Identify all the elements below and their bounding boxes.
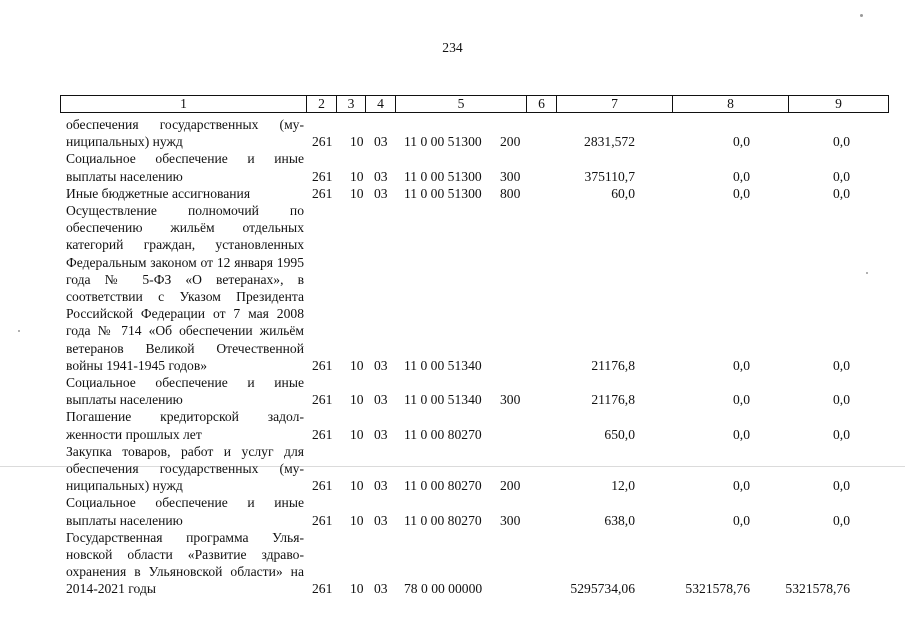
row-description: Погашение кредиторской задол-женности прошлых лет xyxy=(66,409,304,442)
row-description: обеспечения государственных (му-ниципальных) нужд xyxy=(66,117,304,150)
cell-amount-col9: 0,0 xyxy=(833,134,850,150)
cell-amount-col8: 0,0 xyxy=(733,392,750,408)
table-row xyxy=(60,202,856,374)
cell-subsection: 03 xyxy=(374,478,388,494)
page-number: 234 xyxy=(442,40,463,55)
cell-target-article: 11 0 00 80270 xyxy=(404,512,482,528)
cell-expense-type: 200 xyxy=(500,478,521,494)
cell-target-article: 11 0 00 51300 xyxy=(404,134,482,150)
cell-section: 10 xyxy=(350,185,364,201)
cell-section: 10 xyxy=(350,134,364,150)
cell-amount-col8: 0,0 xyxy=(733,168,750,184)
cell-section: 10 xyxy=(350,392,364,408)
row-description: Закупка товаров, работ и услуг для обеспечения государственных (му-ниципальных) нужд xyxy=(66,443,304,494)
cell-amount-col9: 0,0 xyxy=(833,168,850,184)
cell-amount-col9: 0,0 xyxy=(833,185,850,201)
cell-amount-col7: 375110,7 xyxy=(584,168,635,184)
row-description: Государственная программа Улья-новской области «Развитие здраво-охранения в Ульяновской области» на 2014-2021 годы xyxy=(66,529,304,597)
cell-amount-col7: 5295734,06 xyxy=(570,581,635,597)
cell-amount-col7: 21176,8 xyxy=(591,392,635,408)
cell-section: 10 xyxy=(350,168,364,184)
cell-target-article: 11 0 00 51340 xyxy=(404,392,482,408)
cell-target-article: 11 0 00 80270 xyxy=(404,478,482,494)
cell-subsection: 03 xyxy=(374,185,388,201)
column-header-row xyxy=(60,95,889,113)
table-row xyxy=(60,374,856,408)
cell-subsection: 03 xyxy=(374,512,388,528)
cell-kvsr: 261 xyxy=(312,357,333,373)
cell-subsection: 03 xyxy=(374,168,388,184)
cell-amount-col7: 650,0 xyxy=(604,426,635,442)
cell-amount-col7: 638,0 xyxy=(604,512,635,528)
table-row xyxy=(60,150,856,184)
header-col-1: 1 xyxy=(61,96,307,113)
cell-kvsr: 261 xyxy=(312,426,333,442)
cell-target-article: 11 0 00 80270 xyxy=(404,426,482,442)
scan-speck xyxy=(18,330,20,332)
cell-subsection: 03 xyxy=(374,392,388,408)
cell-amount-col8: 0,0 xyxy=(733,426,750,442)
cell-expense-type: 300 xyxy=(500,168,521,184)
header-col-2: 2 xyxy=(307,96,337,113)
cell-subsection: 03 xyxy=(374,357,388,373)
cell-subsection: 03 xyxy=(374,581,388,597)
cell-expense-type: 300 xyxy=(500,392,521,408)
header-col-8: 8 xyxy=(673,96,789,113)
cell-target-article: 11 0 00 51300 xyxy=(404,168,482,184)
header-col-3: 3 xyxy=(337,96,366,113)
cell-amount-col7: 12,0 xyxy=(611,478,635,494)
header-col-6: 6 xyxy=(527,96,557,113)
cell-expense-type: 300 xyxy=(500,512,521,528)
row-description: Иные бюджетные ассигнования xyxy=(66,185,251,201)
cell-amount-col9: 0,0 xyxy=(833,478,850,494)
cell-target-article: 11 0 00 51340 xyxy=(404,357,482,373)
table-row xyxy=(60,443,856,495)
header-col-7: 7 xyxy=(557,96,673,113)
cell-kvsr: 261 xyxy=(312,478,333,494)
scan-speck xyxy=(860,14,863,17)
cell-expense-type: 200 xyxy=(500,134,521,150)
row-description: Осуществление полномочий по обеспечению жильём отдельных категорий граждан, установленных Федеральным законом от 12 января 1995 года № 5-ФЗ «О ветеранах», в соответствии с Указом Президента Российской Федерации от 7 мая 2008 года № 714 «Об обеспечении жильём ветеранов Великой Отечественной войны 1941-1945 годов» xyxy=(66,203,304,373)
cell-amount-col9: 0,0 xyxy=(833,357,850,373)
scan-artifact-line xyxy=(0,466,905,467)
row-description: Социальное обеспечение и иные выплаты населению xyxy=(66,375,304,408)
cell-expense-type: 800 xyxy=(500,185,521,201)
cell-kvsr: 261 xyxy=(312,185,333,201)
table-row xyxy=(60,494,856,528)
cell-amount-col8: 0,0 xyxy=(733,478,750,494)
cell-kvsr: 261 xyxy=(312,512,333,528)
row-description: Социальное обеспечение и иные выплаты населению xyxy=(66,495,304,528)
cell-amount-col8: 0,0 xyxy=(733,185,750,201)
table-row xyxy=(60,116,856,150)
cell-kvsr: 261 xyxy=(312,134,333,150)
budget-table-body xyxy=(60,116,856,598)
table-row xyxy=(60,529,856,598)
cell-section: 10 xyxy=(350,426,364,442)
header-col-4: 4 xyxy=(366,96,396,113)
cell-section: 10 xyxy=(350,581,364,597)
cell-amount-col9: 0,0 xyxy=(833,426,850,442)
cell-amount-col9: 5321578,76 xyxy=(785,581,850,597)
table-row xyxy=(60,408,856,442)
cell-subsection: 03 xyxy=(374,134,388,150)
cell-amount-col7: 60,0 xyxy=(611,185,635,201)
cell-amount-col8: 0,0 xyxy=(733,512,750,528)
row-description: Социальное обеспечение и иные выплаты населению xyxy=(66,151,304,184)
cell-section: 10 xyxy=(350,357,364,373)
cell-kvsr: 261 xyxy=(312,581,333,597)
table-row xyxy=(60,185,856,202)
cell-amount-col7: 2831,572 xyxy=(584,134,635,150)
cell-amount-col8: 0,0 xyxy=(733,134,750,150)
cell-kvsr: 261 xyxy=(312,392,333,408)
cell-kvsr: 261 xyxy=(312,168,333,184)
cell-section: 10 xyxy=(350,478,364,494)
header-col-5: 5 xyxy=(396,96,527,113)
cell-target-article: 11 0 00 51300 xyxy=(404,185,482,201)
cell-amount-col8: 5321578,76 xyxy=(685,581,750,597)
cell-subsection: 03 xyxy=(374,426,388,442)
cell-amount-col9: 0,0 xyxy=(833,392,850,408)
cell-section: 10 xyxy=(350,512,364,528)
scan-speck xyxy=(866,272,868,274)
header-col-9: 9 xyxy=(789,96,889,113)
cell-amount-col9: 0,0 xyxy=(833,512,850,528)
cell-amount-col8: 0,0 xyxy=(733,357,750,373)
cell-target-article: 78 0 00 00000 xyxy=(404,581,483,597)
cell-amount-col7: 21176,8 xyxy=(591,357,635,373)
